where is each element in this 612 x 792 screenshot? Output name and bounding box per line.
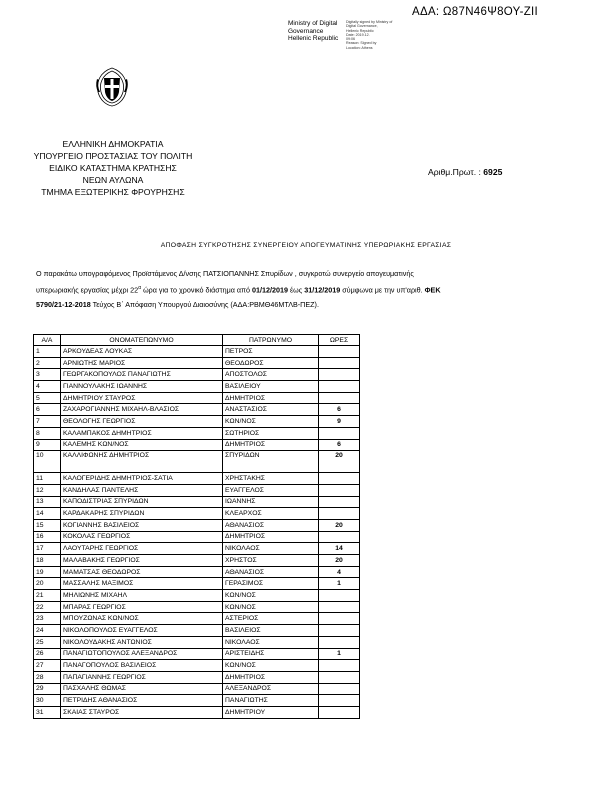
body-line-3	[36, 297, 576, 312]
row-hours	[319, 590, 360, 602]
row-patronymic: ΔΗΜΗΤΡΙΟΣ	[223, 439, 319, 451]
row-patronymic: ΝΙΚΟΛΑΟΣ	[223, 543, 319, 555]
fek-label: ΦΕΚ	[424, 285, 441, 295]
row-number: 26	[34, 648, 61, 660]
table-row	[34, 648, 360, 660]
row-patronymic: ΣΩΤΗΡΙΟΣ	[223, 427, 319, 439]
row-fullname: ΓΕΩΡΓΑΚΟΠΟΥΛΟΣ ΠΑΝΑΓΙΩΤΗΣ	[61, 369, 223, 381]
table-row	[34, 683, 360, 695]
row-hours: 6	[319, 439, 360, 451]
greek-emblem-icon	[92, 66, 132, 108]
row-patronymic: ΔΗΜΗΤΡΙΟΣ	[223, 392, 319, 404]
row-hours	[319, 683, 360, 695]
row-fullname: ΚΑΡΔΑΚΑΡΗΣ ΣΠΥΡΙΔΩΝ	[61, 508, 223, 520]
row-hours	[319, 473, 360, 485]
row-hours: 9	[319, 416, 360, 428]
signature-line: Hellenic Republic	[346, 28, 374, 33]
row-hours	[319, 369, 360, 381]
table-row	[34, 706, 360, 718]
row-number: 20	[34, 578, 61, 590]
table-row	[34, 404, 360, 416]
row-fullname: ΠΑΣΧΑΛΗΣ ΘΩΜΑΣ	[61, 683, 223, 695]
row-fullname: ΜΠΟΥΖΩΝΑΣ ΚΩΝ/ΝΟΣ	[61, 613, 223, 625]
row-fullname: ΚΑΛΛΙΦΩΝΗΣ ΔΗΜΗΤΡΙΟΣ	[61, 451, 223, 473]
row-number: 27	[34, 660, 61, 672]
row-patronymic: ΑΘΑΝΑΣΙΟΣ	[223, 519, 319, 531]
table-row	[34, 508, 360, 520]
table-row	[34, 369, 360, 381]
authority-line: ΕΙΔΙΚΟ ΚΑΤΑΣΤΗΜΑ ΚΡΑΤΗΣΗΣ	[49, 163, 177, 173]
row-hours	[319, 496, 360, 508]
body-text-segment: Τεύχος Β΄ Απόφαση Υπουργού Διαιοσύνης (ΑΔΑ:ΡΒΜΘ46ΜΤΛΒ-ΠΕΖ).	[90, 300, 319, 310]
row-hours	[319, 636, 360, 648]
row-patronymic: ΔΗΜΗΤΡΙΟΣ	[223, 531, 319, 543]
row-hours	[319, 381, 360, 393]
table-row	[34, 671, 360, 683]
body-text-superscript: α	[138, 285, 142, 291]
row-fullname: ΜΑΛΑΒΑΚΗΣ ΓΕΩΡΓΙΟΣ	[61, 555, 223, 567]
ministry-line: Ministry of Digital	[288, 20, 338, 27]
row-number: 23	[34, 613, 61, 625]
row-number: 28	[34, 671, 61, 683]
row-fullname: ΠΑΝΑΓΟΠΟΥΛΟΣ ΒΑΣΙΛΕΙΟΣ	[61, 660, 223, 672]
table-row	[34, 381, 360, 393]
row-fullname: ΜΑΜΑΤΣΑΣ ΘΕΟΔΩΡΟΣ	[61, 566, 223, 578]
row-number: 1	[34, 346, 61, 358]
row-hours	[319, 346, 360, 358]
table-row	[34, 636, 360, 648]
row-number: 2	[34, 357, 61, 369]
table-row	[34, 660, 360, 672]
table-row	[34, 590, 360, 602]
row-patronymic: ΙΩΑΝΝΗΣ	[223, 496, 319, 508]
row-patronymic: ΔΗΜΗΤΡΙΟΥ	[223, 706, 319, 718]
overtime-staff-table	[33, 334, 360, 719]
row-fullname: ΚΑΛΟΓΕΡΙΔΗΣ ΔΗΜΗΤΡΙΟΣ-ΣΑΤΙΑ	[61, 473, 223, 485]
ada-code: ΑΔΑ: Ω87Ν46Ψ8ΟΥ-ΖΙΙ	[412, 6, 539, 18]
row-fullname: ΠΑΝΑΓΙΩΤΟΠΟΥΛΟΣ ΑΛΕΞΑΝΔΡΟΣ	[61, 648, 223, 660]
row-number: 8	[34, 427, 61, 439]
row-hours	[319, 613, 360, 625]
table-row	[34, 427, 360, 439]
row-fullname: ΚΟΚΟΛΑΣ ΓΕΩΡΓΙΟΣ	[61, 531, 223, 543]
issuing-authority-block	[18, 138, 208, 198]
body-line-2	[36, 281, 576, 297]
table-row	[34, 625, 360, 637]
fek-number: 5790/21-12-2018	[36, 300, 91, 310]
row-patronymic: ΚΩΝ/ΝΟΣ	[223, 416, 319, 428]
signature-line: Reason: Signed by	[346, 41, 377, 46]
row-number: 7	[34, 416, 61, 428]
row-number: 3	[34, 369, 61, 381]
row-fullname: ΘΕΟΛΟΓΗΣ ΓΕΩΡΓΙΟΣ	[61, 416, 223, 428]
ministry-line: Governance	[288, 27, 324, 35]
signature-line: Digital Governance,	[346, 24, 378, 29]
table-row	[34, 346, 360, 358]
row-patronymic: ΚΩΝ/ΝΟΣ	[223, 590, 319, 602]
signature-line: Digitally signed by Ministry of	[346, 20, 393, 24]
row-hours: 1	[319, 648, 360, 660]
row-hours	[319, 508, 360, 520]
table-row	[34, 695, 360, 707]
row-number: 31	[34, 706, 61, 718]
row-patronymic: ΑΛΕΞΑΝΔΡΟΣ	[223, 683, 319, 695]
header-patronymic: ΠΑΤΡΩΝΥΜΟ	[223, 335, 319, 346]
row-fullname: ΑΡΚΟΥΔΕΑΣ ΛΟΥΚΑΣ	[61, 346, 223, 358]
row-patronymic: ΑΡΙΣΤΕΙΔΗΣ	[223, 648, 319, 660]
table-row	[34, 496, 360, 508]
row-patronymic: ΑΣΤΕΡΙΟΣ	[223, 613, 319, 625]
row-patronymic: ΒΑΣΙΛΕΙΟΥ	[223, 381, 319, 393]
document-title: ΑΠΟΦΑΣΗ ΣΥΓΚΡΟΤΗΣΗΣ ΣΥΝΕΡΓΕΙΟΥ ΑΠΟΓΕΥΜΑΤΙΝΗΣ ΥΠΕΡΩΡΙΑΚΗΣ ΕΡΓΑΣΙΑΣ	[160, 242, 452, 249]
row-hours	[319, 601, 360, 613]
table-row	[34, 613, 360, 625]
row-hours: 20	[319, 519, 360, 531]
row-patronymic: ΧΡΗΣΤΟΣ	[223, 555, 319, 567]
row-fullname: ΜΠΑΡΑΣ ΓΕΩΡΓΙΟΣ	[61, 601, 223, 613]
table-row	[34, 531, 360, 543]
digital-signature-details	[346, 20, 416, 50]
table-row	[34, 543, 360, 555]
table-row	[34, 439, 360, 451]
header-fullname: ΟΝΟΜΑΤΕΠΩΝΥΜΟ	[61, 335, 223, 346]
row-hours: 4	[319, 566, 360, 578]
table-row	[34, 519, 360, 531]
row-patronymic: ΝΙΚΟΛΑΟΣ	[223, 636, 319, 648]
row-patronymic: ΠΕΤΡΟΣ	[223, 346, 319, 358]
row-patronymic: ΚΛΕΑΡΧΟΣ	[223, 508, 319, 520]
row-number: 5	[34, 392, 61, 404]
signature-line: Date: 2019.12.	[346, 32, 370, 37]
row-patronymic: ΕΥΑΓΓΕΛΟΣ	[223, 484, 319, 496]
row-hours: 14	[319, 543, 360, 555]
row-patronymic: ΑΘΑΝΑΣΙΟΣ	[223, 566, 319, 578]
row-hours	[319, 531, 360, 543]
header-hours: ΩΡΕΣ	[319, 335, 360, 346]
table-row	[34, 601, 360, 613]
row-hours	[319, 357, 360, 369]
row-patronymic: ΚΩΝ/ΝΟΣ	[223, 660, 319, 672]
row-hours	[319, 671, 360, 683]
row-fullname: ΚΑΝΔΗΛΑΣ ΠΑΝΤΕΛΗΣ	[61, 484, 223, 496]
body-line-1: Ο παρακάτω υπογραφόμενος Προϊστάμενος Δ/νσης ΠΑΤΣΙΟΠΑΝΝΗΣ Σπυρίδων , συγκροτώ συνεργείο απογευματινής	[36, 269, 414, 278]
row-fullname: ΠΕΤΡΙΔΗΣ ΑΘΑΝΑΣΙΟΣ	[61, 695, 223, 707]
row-fullname: ΑΡΝΙΩΤΗΣ ΜΑΡΙΟΣ	[61, 357, 223, 369]
row-patronymic: ΚΩΝ/ΝΟΣ	[223, 601, 319, 613]
row-number: 30	[34, 695, 61, 707]
row-fullname: ΔΗΜΗΤΡΙΟΥ ΣΤΑΥΡΟΣ	[61, 392, 223, 404]
row-fullname: ΓΙΑΝΝΟΥΛΑΚΗΣ ΙΩΑΝΝΗΣ	[61, 381, 223, 393]
row-number: 19	[34, 566, 61, 578]
row-hours	[319, 695, 360, 707]
row-number: 11	[34, 473, 61, 485]
signature-line: Location: Athens	[346, 45, 373, 50]
table-row	[34, 416, 360, 428]
table-row	[34, 392, 360, 404]
table-row	[34, 473, 360, 485]
authority-line: ΕΛΛΗΝΙΚΗ ΔΗΜΟΚΡΑΤΙΑ	[62, 139, 164, 149]
row-patronymic: ΧΡΗΣΤΑΚΗΣ	[223, 473, 319, 485]
row-fullname: ΜΗΛΙΩΝΗΣ ΜΙΧΑΗΛ	[61, 590, 223, 602]
table-row	[34, 451, 360, 473]
row-hours: 20	[319, 555, 360, 567]
table-body	[34, 346, 360, 719]
body-text-segment: έως	[287, 285, 305, 295]
row-number: 16	[34, 531, 61, 543]
row-fullname: ΖΑΧΑΡΟΓΙΑΝΝΗΣ ΜΙΧΑΗΛ-ΒΛΑΣΙΟΣ	[61, 404, 223, 416]
authority-line: ΥΠΟΥΡΓΕΙΟ ΠΡΟΣΤΑΣΙΑΣ ΤΟΥ ΠΟΛΙΤΗ	[33, 151, 193, 161]
authority-line: ΝΕΩΝ ΑΥΛΩΝΑ	[82, 175, 144, 185]
row-patronymic: ΑΠΟΣΤΟΛΟΣ	[223, 369, 319, 381]
row-patronymic: ΓΕΡΑΣΙΜΟΣ	[223, 578, 319, 590]
row-number: 10	[34, 451, 61, 473]
row-fullname: ΚΑΛΕΜΗΣ ΚΩΝ/ΝΟΣ	[61, 439, 223, 451]
table-row	[34, 555, 360, 567]
row-number: 24	[34, 625, 61, 637]
row-fullname: ΚΑΠΟΔΙΣΤΡΙΑΣ ΣΠΥΡΙΔΩΝ	[61, 496, 223, 508]
row-fullname: ΝΙΚΟΛΟΥΔΑΚΗΣ ΑΝΤΩΝΙΟΣ	[61, 636, 223, 648]
table-row	[34, 566, 360, 578]
row-number: 25	[34, 636, 61, 648]
ministry-signature-label	[288, 20, 350, 43]
row-patronymic: ΠΑΝΑΓΙΩΤΗΣ	[223, 695, 319, 707]
row-hours	[319, 427, 360, 439]
signature-line: 09:06	[346, 37, 355, 42]
table-header-row	[34, 335, 360, 346]
row-fullname: ΚΑΛΑΜΠΑΚΟΣ ΔΗΜΗΤΡΙΟΣ	[61, 427, 223, 439]
body-text-segment: σύμφωνα με την υπ'αριθ.	[340, 285, 425, 295]
row-number: 13	[34, 496, 61, 508]
row-hours	[319, 706, 360, 718]
date-to: 31/12/2019	[304, 285, 341, 295]
row-number: 29	[34, 683, 61, 695]
row-fullname: ΣΚΑΙΑΣ ΣΤΑΥΡΟΣ	[61, 706, 223, 718]
body-text-segment: υπερωριακής εργασίας μέχρι 22	[36, 285, 139, 295]
protocol-value: 6925	[483, 167, 503, 177]
row-fullname: ΝΙΚΟΛΟΠΟΥΛΟΣ ΕΥΑΓΓΕΛΟΣ	[61, 625, 223, 637]
table-row	[34, 484, 360, 496]
row-number: 14	[34, 508, 61, 520]
row-hours: 1	[319, 578, 360, 590]
row-number: 6	[34, 404, 61, 416]
protocol-label: Αριθμ.Πρωτ. :	[428, 167, 481, 177]
row-number: 18	[34, 555, 61, 567]
row-number: 9	[34, 439, 61, 451]
date-from: 01/12/2019	[251, 285, 288, 295]
row-hours	[319, 484, 360, 496]
row-hours	[319, 392, 360, 404]
row-number: 12	[34, 484, 61, 496]
decision-body-text	[36, 266, 576, 312]
row-hours	[319, 660, 360, 672]
authority-line: ΤΜΗΜΑ ΕΞΩΤΕΡΙΚΗΣ ΦΡΟΥΡΗΣΗΣ	[41, 187, 185, 197]
row-number: 22	[34, 601, 61, 613]
row-number: 4	[34, 381, 61, 393]
protocol-number	[428, 167, 502, 177]
row-hours: 20	[319, 451, 360, 473]
table-row	[34, 357, 360, 369]
row-fullname: ΚΟΓΙΑΝΝΗΣ ΒΑΣΙΛΕΙΟΣ	[61, 519, 223, 531]
row-hours	[319, 625, 360, 637]
row-fullname: ΜΑΣΣΑΛΗΣ ΜΑΞΙΜΟΣ	[61, 578, 223, 590]
row-patronymic: ΒΑΣΙΛΕΙΟΣ	[223, 625, 319, 637]
row-number: 21	[34, 590, 61, 602]
table-row	[34, 578, 360, 590]
ministry-line: Hellenic Republic	[288, 35, 339, 43]
row-fullname: ΛΑΟΥΤΑΡΗΣ ΓΕΩΡΓΙΟΣ	[61, 543, 223, 555]
row-number: 15	[34, 519, 61, 531]
row-number: 17	[34, 543, 61, 555]
row-patronymic: ΣΠΥΡΙΔΩΝ	[223, 451, 319, 473]
row-patronymic: ΔΗΜΗΤΡΙΟΣ	[223, 671, 319, 683]
row-hours: 6	[319, 404, 360, 416]
header-aa: Α/Α	[34, 335, 61, 346]
body-text-segment: ώρα για το χρονικό διάστημα από	[141, 285, 252, 295]
row-fullname: ΠΑΠΑΓΙΑΝΝΗΣ ΓΕΩΡΓΙΟΣ	[61, 671, 223, 683]
row-patronymic: ΑΝΑΣΤΑΣΙΟΣ	[223, 404, 319, 416]
row-patronymic: ΘΕΟΔΩΡΟΣ	[223, 357, 319, 369]
